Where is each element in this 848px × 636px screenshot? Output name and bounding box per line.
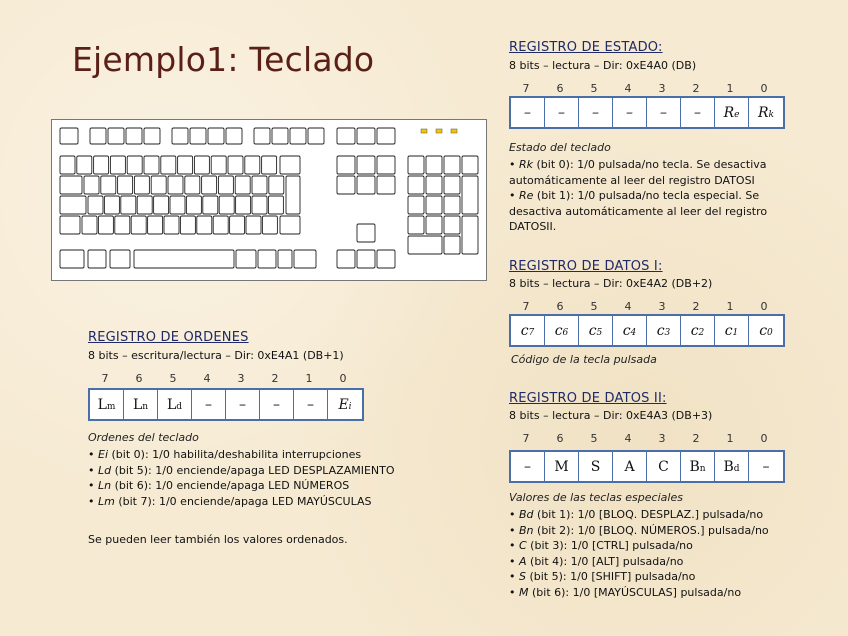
key-shape <box>131 216 146 234</box>
register-bit-cell: S <box>579 452 613 481</box>
note-item: • Re (bit 1): 1/0 pulsada/no tecla especial. Se desactiva automáticamente al leer del registro DATOSII. <box>509 189 768 233</box>
key-shape <box>94 156 109 174</box>
reg-datos2-notes <box>509 507 809 600</box>
key-shape <box>151 176 166 194</box>
key-shape <box>77 156 92 174</box>
reg-ordenes-notes <box>88 447 448 509</box>
reg-estado-note-title: Estado del teclado <box>509 141 611 154</box>
key-shape <box>144 156 159 174</box>
key-shape <box>101 176 116 194</box>
reg-datos2-subtitle: 8 bits – lectura – Dir: 0xE4A3 (DB+3) <box>509 409 713 422</box>
register-bit-cell: – <box>511 98 545 127</box>
key-shape <box>377 128 395 144</box>
register-bit-cell: R $_k$ <box>757 104 774 121</box>
key-shape <box>357 128 375 144</box>
register-bit-cell: L $_n$ <box>124 390 158 419</box>
register-bit-cell: c $_3$ <box>647 316 681 345</box>
key-shape <box>245 156 260 174</box>
keyboard-diagram <box>52 120 486 280</box>
key-shape <box>444 156 460 174</box>
key-shape <box>88 196 103 214</box>
key-shape <box>180 216 195 234</box>
keyboard-illustration <box>51 119 487 281</box>
esc-key-shape <box>60 128 78 144</box>
key-shape <box>185 176 200 194</box>
register-bit-cell: – <box>192 390 226 419</box>
bit-number: 2 <box>692 82 700 95</box>
key-shape <box>254 128 270 144</box>
reg-ordenes-title: REGISTRO DE ORDENES <box>88 330 249 345</box>
key-shape <box>194 156 209 174</box>
arrow-left-key-shape <box>337 250 355 268</box>
backspace-key-shape <box>280 156 300 174</box>
key-shape <box>235 176 250 194</box>
key-shape <box>126 128 142 144</box>
reg-ordenes-note-title: Ordenes del teclado <box>88 431 199 444</box>
key-shape <box>426 176 442 194</box>
bit-number: 3 <box>658 300 666 313</box>
register-bit-cell: E $_i$ <box>338 396 352 413</box>
register-bit-cell: L $_d$ <box>158 390 192 419</box>
bit-number: 5 <box>169 372 177 385</box>
register-bit-cell: c $_0$ <box>759 322 773 339</box>
key-shape <box>115 216 130 234</box>
reg-datos2-cells <box>509 450 785 483</box>
key-shape <box>170 196 185 214</box>
reg-datos1-subtitle: 8 bits – lectura – Dir: 0xE4A2 (DB+2) <box>509 277 713 290</box>
key-shape <box>203 196 218 214</box>
key-shape <box>357 156 375 174</box>
key-shape <box>252 196 267 214</box>
bit-number: 7 <box>522 432 530 445</box>
key-shape <box>272 128 288 144</box>
key-shape <box>208 128 224 144</box>
note-item: • C (bit 3): 1/0 [CTRL] pulsada/no <box>509 539 693 552</box>
bit-number: 0 <box>760 432 768 445</box>
register-bit-cell: c $_1$ <box>715 316 749 345</box>
register-bit-cell: L $_m$ <box>90 390 124 419</box>
key-shape <box>218 176 233 194</box>
key-shape <box>444 216 460 234</box>
key-shape <box>90 128 106 144</box>
key-shape <box>252 176 267 194</box>
bit-number: 1 <box>726 82 734 95</box>
bit-number: 4 <box>624 300 632 313</box>
key-shape <box>148 216 163 234</box>
register-bit-cell: c $_6$ <box>545 316 579 345</box>
bit-number: 7 <box>522 82 530 95</box>
bit-number: 2 <box>692 432 700 445</box>
key-shape <box>178 156 193 174</box>
key-shape <box>104 196 119 214</box>
register-bit-cell: – <box>579 98 613 127</box>
numpad-plus-key-shape <box>462 176 478 214</box>
arrow-right-key-shape <box>377 250 395 268</box>
note-item: • A (bit 4): 1/0 [ALT] pulsada/no <box>509 554 684 568</box>
key-shape <box>108 128 124 144</box>
key-shape <box>337 176 355 194</box>
register-bit-cell: M <box>545 452 579 481</box>
bit-number: 2 <box>692 300 700 313</box>
note-item: • Bd (bit 1): 1/0 [BLOQ. DESPLAZ.] pulsada/no <box>509 508 764 521</box>
key-shape <box>137 196 152 214</box>
bit-number: 0 <box>339 372 347 385</box>
key-shape <box>144 128 160 144</box>
register-bit-cell: – <box>226 390 260 419</box>
key-shape <box>357 176 375 194</box>
note-item: • Lm (bit 7): 1/0 enciende/apaga LED MAYÚSCULAS <box>88 494 372 508</box>
alt-key-shape <box>110 250 130 268</box>
key-shape <box>168 176 183 194</box>
bit-number: 3 <box>237 372 245 385</box>
note-item: • S (bit 5): 1/0 [SHIFT] pulsada/no <box>509 570 696 583</box>
key-shape <box>60 156 75 174</box>
reg-ordenes-bit-numbers <box>88 372 372 386</box>
key-shape <box>246 216 261 234</box>
note-item: • Bn (bit 2): 1/0 [BLOQ. NÚMEROS.] pulsada/no <box>509 523 769 537</box>
arrow-up-key-shape <box>357 224 375 242</box>
key-shape <box>426 216 442 234</box>
register-bit-cell: – <box>681 98 715 127</box>
register-bit-cell: c $_2$ <box>681 316 715 345</box>
reg-estado-cells <box>509 96 785 129</box>
key-shape <box>408 196 424 214</box>
bit-number: 4 <box>624 432 632 445</box>
key-shape <box>337 156 355 174</box>
key-shape <box>213 216 228 234</box>
enter-key-shape <box>286 176 300 214</box>
key-shape <box>408 216 424 234</box>
reg-estado-subtitle: 8 bits – lectura – Dir: 0xE4A0 (DB) <box>509 59 697 72</box>
register-bit-cell: R $_e$ <box>715 98 749 127</box>
page-title: Ejemplo1: Teclado <box>72 40 375 79</box>
key-shape <box>268 196 283 214</box>
key-shape <box>228 156 243 174</box>
bit-number: 6 <box>556 82 564 95</box>
numpad-zero-key-shape <box>408 236 442 254</box>
bit-number: 0 <box>760 82 768 95</box>
register-bit-cell: c $_5$ <box>579 316 613 345</box>
key-shape <box>269 176 284 194</box>
key-shape <box>426 156 442 174</box>
key-shape <box>211 156 226 174</box>
register-bit-cell: – <box>511 452 545 481</box>
register-bit-cell: – <box>545 98 579 127</box>
key-shape <box>262 156 277 174</box>
reg-ordenes-footer: Se pueden leer también los valores ordenados. <box>88 533 348 546</box>
reg-datos1-title: REGISTRO DE DATOS I: <box>509 259 663 274</box>
reg-estado-notes <box>509 157 794 235</box>
arrow-down-key-shape <box>357 250 375 268</box>
numpad-enter-key-shape <box>462 216 478 254</box>
register-bit-cell: – <box>613 98 647 127</box>
key-shape <box>226 128 242 144</box>
bit-number: 3 <box>658 432 666 445</box>
note-item: • M (bit 6): 1/0 [MAYÚSCULAS] pulsada/no <box>509 585 742 599</box>
register-bit-cell: A <box>613 452 647 481</box>
note-item: • Ld (bit 5): 1/0 enciende/apaga LED DESPLAZAMIENTO <box>88 463 395 477</box>
note-item: • Ln (bit 6): 1/0 enciende/apaga LED NÚMEROS <box>88 479 350 492</box>
shift-left-key-shape <box>60 216 80 234</box>
key-shape <box>84 176 99 194</box>
key-shape <box>197 216 212 234</box>
key-shape <box>290 128 306 144</box>
key-shape <box>110 156 125 174</box>
menu-key-shape <box>278 250 292 268</box>
reg-ordenes-subtitle: 8 bits – escritura/lectura – Dir: 0xE4A1 (DB+1) <box>88 349 344 362</box>
bit-number: 6 <box>135 372 143 385</box>
win-left-key-shape <box>88 250 106 268</box>
register-bit-cell: – <box>294 390 328 419</box>
register-bit-cell: – <box>647 98 681 127</box>
key-shape <box>121 196 136 214</box>
register-bit-cell: C <box>647 452 681 481</box>
key-shape <box>98 216 113 234</box>
bit-number: 6 <box>556 432 564 445</box>
caps-key-shape <box>60 196 86 214</box>
register-bit-cell: B $_n$ <box>681 452 715 481</box>
key-shape <box>462 156 478 174</box>
register-bit-cell: B $_d$ <box>715 452 749 481</box>
bit-number: 1 <box>726 300 734 313</box>
key-shape <box>408 156 424 174</box>
note-item: • Rk (bit 0): 1/0 pulsada/no tecla. Se desactiva automáticamente al leer del registro DATOSI <box>509 158 767 187</box>
register-bit-cell: – <box>762 458 770 475</box>
key-shape <box>118 176 133 194</box>
key-shape <box>164 216 179 234</box>
key-shape <box>444 176 460 194</box>
key-shape <box>444 236 460 254</box>
shift-right-key-shape <box>280 216 300 234</box>
key-shape <box>219 196 234 214</box>
altgr-key-shape <box>236 250 256 268</box>
key-shape <box>161 156 176 174</box>
key-shape <box>337 128 355 144</box>
register-bit-cell: c $_7$ <box>511 316 545 345</box>
key-shape <box>262 216 277 234</box>
key-shape <box>230 216 245 234</box>
bit-number: 0 <box>760 300 768 313</box>
key-shape <box>186 196 201 214</box>
key-shape <box>377 176 395 194</box>
led-indicator <box>451 129 457 133</box>
reg-estado-title: REGISTRO DE ESTADO: <box>509 40 663 55</box>
bit-number: 6 <box>556 300 564 313</box>
bit-number: 7 <box>522 300 530 313</box>
bit-number: 1 <box>726 432 734 445</box>
key-shape <box>308 128 324 144</box>
led-indicator <box>436 129 442 133</box>
space-key-shape <box>134 250 234 268</box>
ctrl-left-key-shape <box>60 250 84 268</box>
bit-number: 5 <box>590 82 598 95</box>
bit-number: 5 <box>590 432 598 445</box>
bit-number: 4 <box>203 372 211 385</box>
key-shape <box>202 176 217 194</box>
tab-key-shape <box>60 176 82 194</box>
reg-datos1-note-title: Código de la tecla pulsada <box>511 353 657 366</box>
led-indicator <box>421 129 427 133</box>
register-bit-cell: c $_4$ <box>613 316 647 345</box>
bit-number: 5 <box>590 300 598 313</box>
ctrl-right-key-shape <box>294 250 316 268</box>
bit-number: 1 <box>305 372 313 385</box>
reg-ordenes-cells <box>88 388 364 421</box>
reg-datos1-bit-numbers <box>509 300 793 314</box>
key-shape <box>82 216 97 234</box>
key-shape <box>154 196 169 214</box>
key-shape <box>134 176 149 194</box>
note-item: • Ei (bit 0): 1/0 habilita/deshabilita interrupciones <box>88 448 362 461</box>
bit-number: 4 <box>624 82 632 95</box>
key-shape <box>444 196 460 214</box>
reg-datos2-bit-numbers <box>509 432 793 446</box>
key-shape <box>172 128 188 144</box>
reg-estado-bit-numbers <box>509 82 793 96</box>
reg-datos1-cells <box>509 314 785 347</box>
key-shape <box>190 128 206 144</box>
bit-number: 2 <box>271 372 279 385</box>
register-bit-cell: – <box>260 390 294 419</box>
bit-number: 7 <box>101 372 109 385</box>
key-shape <box>377 156 395 174</box>
win-right-key-shape <box>258 250 276 268</box>
key-shape <box>236 196 251 214</box>
bit-number: 3 <box>658 82 666 95</box>
key-shape <box>426 196 442 214</box>
key-shape <box>127 156 142 174</box>
reg-datos2-title: REGISTRO DE DATOS II: <box>509 391 667 406</box>
key-shape <box>408 176 424 194</box>
reg-datos2-note-title: Valores de las teclas especiales <box>509 491 683 504</box>
